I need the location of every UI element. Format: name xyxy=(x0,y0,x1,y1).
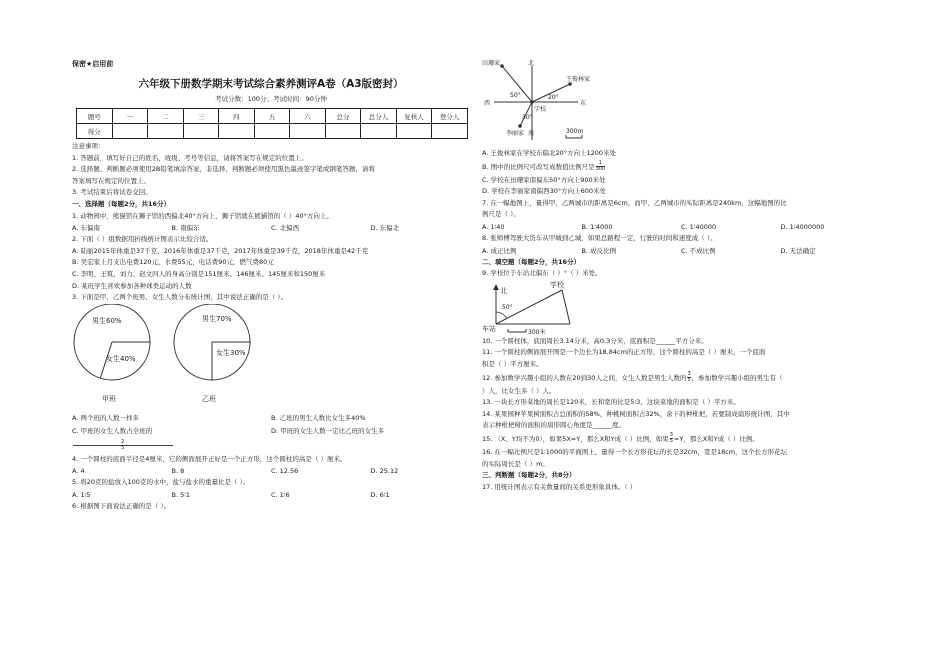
note-item: 答案填写在规定的位置上。 xyxy=(72,176,150,185)
question-1: 1. 动物园中，熊猫馆在狮子馆的西偏北40°方向上，狮子馆就在熊猫馆的（ ）40°方向上。 xyxy=(72,211,333,220)
map-label-north: 北 xyxy=(528,60,535,67)
map-label-school: 学校 xyxy=(534,106,547,113)
option[interactable]: D. 无法确定 xyxy=(780,246,816,255)
map-label-li: 李丽家 xyxy=(506,130,525,137)
fig-label-scale: 300米 xyxy=(528,328,546,336)
score-header-cell: 题号 xyxy=(77,109,113,124)
option[interactable]: A. 两个班的人数一样多 xyxy=(72,413,139,422)
question-7-options xyxy=(482,221,880,233)
question-17: 17. 用统计图表示有关数量间的关系更形象具体。（ ） xyxy=(482,482,637,491)
question-text: ，参加数学兴趣小组的男生有（ xyxy=(691,373,783,382)
section-title-fill: 二、填空题（每题2分，共16分） xyxy=(482,257,581,266)
question-text: =Y，那么X和Y成（ ）比例。 xyxy=(673,434,759,443)
score-input-cell[interactable] xyxy=(290,124,326,139)
question-10: 10. 一个圆柱体，底面周长3.14分米，高0.3分米，底面积是______平方分米。 xyxy=(482,336,708,345)
question-2: 2. 下面（ ）组数据用折线统计图表示比较合适。 xyxy=(72,235,213,244)
right-column xyxy=(482,58,880,493)
option[interactable]: B. 5∶1 xyxy=(171,490,191,499)
score-header-cell: 登分人 xyxy=(432,109,468,124)
option[interactable]: D. 1∶4000000 xyxy=(780,222,825,231)
exam-info: 考试分数：100分；考试时间：90分钟 xyxy=(215,95,327,103)
option[interactable]: C. 北偏西 xyxy=(271,224,300,233)
option[interactable]: B. 成反比例 xyxy=(581,246,617,255)
tian-point xyxy=(500,64,504,68)
station-side-line xyxy=(562,290,570,324)
score-input-cell[interactable] xyxy=(254,124,290,139)
question-7: 7. 在一幅地图上，量得甲、乙两城市的距离是6cm，而甲、乙两城市的实际距离是240km，这幅地图的比 xyxy=(482,198,787,207)
score-header-cell: 复核人 xyxy=(396,109,432,124)
pie-charts xyxy=(72,304,470,412)
question-16-cont: 的实际周长是（ ）m。 xyxy=(482,459,549,468)
direction-map-svg xyxy=(482,58,880,148)
score-header-cell: 二 xyxy=(148,109,184,124)
option[interactable]: A. 陆丽2015年体重是37千克，2016年体重是37千克，2017年体重是39千克，2018年体重是42千克 xyxy=(72,246,369,255)
option[interactable] xyxy=(72,424,271,454)
score-header-cell: 三 xyxy=(183,109,219,124)
score-header-cell: 五 xyxy=(254,109,290,124)
option[interactable]: C. 李明、王筑、刘力、赵文四人的身高分别是151厘米、146厘米、145厘米和150厘米 xyxy=(72,269,326,278)
pie-b-boys-label: 男生70% xyxy=(202,314,232,323)
option[interactable]: D. 25.12 xyxy=(370,467,399,476)
map-label-east: 东 xyxy=(580,100,587,107)
exam-title: 六年级下册数学期末考试综合素养测评A卷（A3版密封） xyxy=(138,78,404,90)
option-text: B. 图中的比例尺可改写成数值比例尺是 xyxy=(482,162,595,171)
map-label-scale: 300m xyxy=(566,128,584,135)
fraction-numerator: 1 xyxy=(598,160,602,167)
fraction xyxy=(73,440,173,451)
question-4: 4. 一个圆柱的底面半径是4厘米，它的侧面展开正好是一个正方形，这个圆柱的高是（ ）厘米。 xyxy=(72,454,347,463)
option[interactable]: D. 某班学生喜欢参加各种球类运动的人数 xyxy=(72,281,192,290)
score-header-cell: 六 xyxy=(290,109,326,124)
score-input-cell[interactable] xyxy=(396,124,432,139)
fig-label-station: 车站 xyxy=(482,324,496,333)
fraction xyxy=(596,161,606,172)
direction-map xyxy=(482,58,880,148)
score-header-cell: 四 xyxy=(219,109,255,124)
fraction-numerator: 3 xyxy=(669,432,673,439)
question-8-options xyxy=(482,245,880,257)
question-13: 13. 一块长方形菜地的周长是120米，长和宽的比是5∶3，这块菜地的面积是（ ）平方米。 xyxy=(482,398,740,407)
map-label-west: 西 xyxy=(484,100,491,107)
map-label-angle-50: 50° xyxy=(510,92,521,99)
question-8: 8. 张师傅驾驶大货车从甲城到乙城，如果总路程一定，行驶的时间和速度成（ ）。 xyxy=(482,233,717,242)
question-5: 5. 将20克的盐放入100克的水中，盐与盐水的重量比是（ ）。 xyxy=(72,478,250,487)
question-text: 15. （X、Y均不为0），如果5X=Y，那么X和Y成（ ）比例，如果 xyxy=(482,434,669,443)
fig-label-angle: 50° xyxy=(502,303,513,311)
score-header-cell: 总分 xyxy=(325,109,361,124)
note-item: 2. 选择题、判断题必须使用2B铅笔填涂答案，非选择、判断题必须使用黑色墨迹签字笔或钢笔答题，请将 xyxy=(72,165,375,174)
map-label-angle-20: 20° xyxy=(548,94,559,101)
score-input-cell[interactable] xyxy=(148,124,184,139)
score-input-cell[interactable] xyxy=(432,124,468,139)
option-text: C. 甲班的女生人数占全班的 xyxy=(72,426,153,435)
question-9: 9. 学校位于车站北偏东（ ）°（ ）米处。 xyxy=(482,269,602,278)
option[interactable]: B. 1∶4000 xyxy=(581,222,613,231)
fraction-denominator: 5 xyxy=(669,438,673,445)
pie-a-title: 甲班 xyxy=(102,394,116,403)
question-14: 14. 某果园种苹果树面积占总面积的58%，种桃树面积占32%，余下的种枇杷，若要制成扇形统计图，其中 xyxy=(482,409,790,418)
score-input-cell[interactable] xyxy=(219,124,255,139)
fraction xyxy=(670,433,673,444)
question-15 xyxy=(482,432,880,447)
option[interactable]: C. 1∶6 xyxy=(271,490,290,499)
angle-arc xyxy=(496,312,507,318)
fig-label-school: 学校 xyxy=(550,280,564,289)
north-arrow-head xyxy=(493,284,499,290)
question-7-cont: 例尺是（ ）。 xyxy=(482,210,520,219)
score-table xyxy=(76,108,468,139)
option[interactable]: A. 1∶40 xyxy=(482,222,505,231)
option[interactable]: C. 12.56 xyxy=(271,467,299,476)
option[interactable]: B. 吴宏家上月支出电费120元，水费55元，电话费90元，燃气费80元 xyxy=(72,258,274,267)
question-11: 11. 一个圆柱的侧面展开图是一个边长为18.84cm的正方形，这个圆柱的高是（ ）厘米，一个底面 xyxy=(482,348,766,357)
section-title-judge: 三、判断题（每题2分，共8分） xyxy=(482,471,576,480)
left-column xyxy=(72,58,470,513)
score-input-cell[interactable] xyxy=(361,124,397,139)
option[interactable]: B. 8 xyxy=(171,467,185,476)
option[interactable]: A. 成正比例 xyxy=(482,246,517,255)
option[interactable]: C. 学校在田珊家南偏东50°方向上900米处 xyxy=(482,175,606,184)
fig-label-north: 北 xyxy=(500,286,507,295)
option[interactable] xyxy=(482,160,880,175)
fraction-denominator: 5 xyxy=(687,377,691,384)
note-item: 1. 答题前，填写好自己的姓名、班级、考号等信息，请将答案写在规定的位置上。 xyxy=(72,153,308,162)
fraction-denominator: 5 xyxy=(73,445,173,451)
score-table-header-row xyxy=(77,109,468,124)
option[interactable]: C. 不成比例 xyxy=(681,246,716,255)
fraction-numerator: 3 xyxy=(687,371,691,378)
question-1-options xyxy=(72,222,470,234)
map-label-south: 南 xyxy=(528,130,535,137)
fraction-denominator: 300 xyxy=(595,166,606,173)
question-6: 6. 根据图下面说法正确的是（ ）。 xyxy=(72,501,171,510)
option[interactable]: D. 6∶1 xyxy=(370,490,390,499)
pie-b-title: 乙班 xyxy=(202,394,216,403)
fraction xyxy=(687,372,690,383)
option[interactable]: A. 王俊林家在学校东偏北20°方向上1200米处 xyxy=(482,149,617,157)
score-table-row xyxy=(77,124,468,139)
score-input-cell[interactable] xyxy=(183,124,219,139)
score-input-cell[interactable] xyxy=(325,124,361,139)
section-title-choice: 一、选择题（每题2分，共16分） xyxy=(72,199,171,208)
option[interactable]: B. 南偏东 xyxy=(171,224,200,233)
option[interactable]: B. 乙班的男生人数比女生多40% xyxy=(271,413,366,422)
fraction-numerator: 2 xyxy=(121,439,125,446)
pie-a-boys-label: 男生60% xyxy=(92,316,122,325)
notes-title: 注意事项： xyxy=(72,142,105,150)
question-14-cont: 表示种枇杷树的面积的扇形圆心角度是______度。 xyxy=(482,421,625,430)
note-item: 3. 考试结束后将试卷交回。 xyxy=(72,188,152,197)
question-3-options-row1 xyxy=(72,412,470,424)
question-3-options-row2 xyxy=(72,424,470,454)
question-16: 16. 在一幅比例尺是1∶1000的平面图上，量得一个长方形花坛的长是32cm，宽是18cm，这个长方形花坛 xyxy=(482,447,788,456)
option[interactable]: A. 4 xyxy=(72,467,85,476)
question-12-cont: ）人，比女生多（ ）人。 xyxy=(482,386,556,395)
question-5-options xyxy=(72,489,470,501)
question-text: 12. 参加数学兴趣小组的人数在20到30人之间，女生人数是男生人数的 xyxy=(482,373,687,382)
secret-mark: 保密★启用前 xyxy=(72,60,114,68)
score-header-cell: 总分人 xyxy=(361,109,397,124)
station-figure xyxy=(482,280,880,336)
question-11-cont: 积是（ ）平方厘米。 xyxy=(482,359,543,368)
map-label-tian: 田珊家 xyxy=(482,60,501,67)
option[interactable]: D. 甲班的女生人数一定比乙班的女生多 xyxy=(271,426,385,435)
option[interactable]: D. 东偏北 xyxy=(370,224,400,233)
option[interactable]: A. 东偏南 xyxy=(72,224,100,233)
option[interactable]: D. 学校在李丽家南偏西30°方向上600米处 xyxy=(482,187,607,196)
pie-a-girls-label: 女生40% xyxy=(106,354,136,363)
score-row-label: 得分 xyxy=(77,124,113,139)
map-label-angle-30: 30° xyxy=(522,114,533,121)
score-header-cell: 一 xyxy=(112,109,148,124)
option[interactable]: A. 1∶5 xyxy=(72,490,91,499)
option[interactable]: C. 1∶40000 xyxy=(681,222,717,231)
map-label-wang: 王俊林家 xyxy=(566,76,591,83)
question-12 xyxy=(482,371,880,386)
pie-b-girls-label: 女生30% xyxy=(216,348,246,357)
question-4-options xyxy=(72,465,470,477)
question-3: 3. 下面是甲、乙两个班男、女生人数分布统计图，其中说法正确的是（ ）。 xyxy=(72,293,288,302)
score-input-cell[interactable] xyxy=(112,124,148,139)
